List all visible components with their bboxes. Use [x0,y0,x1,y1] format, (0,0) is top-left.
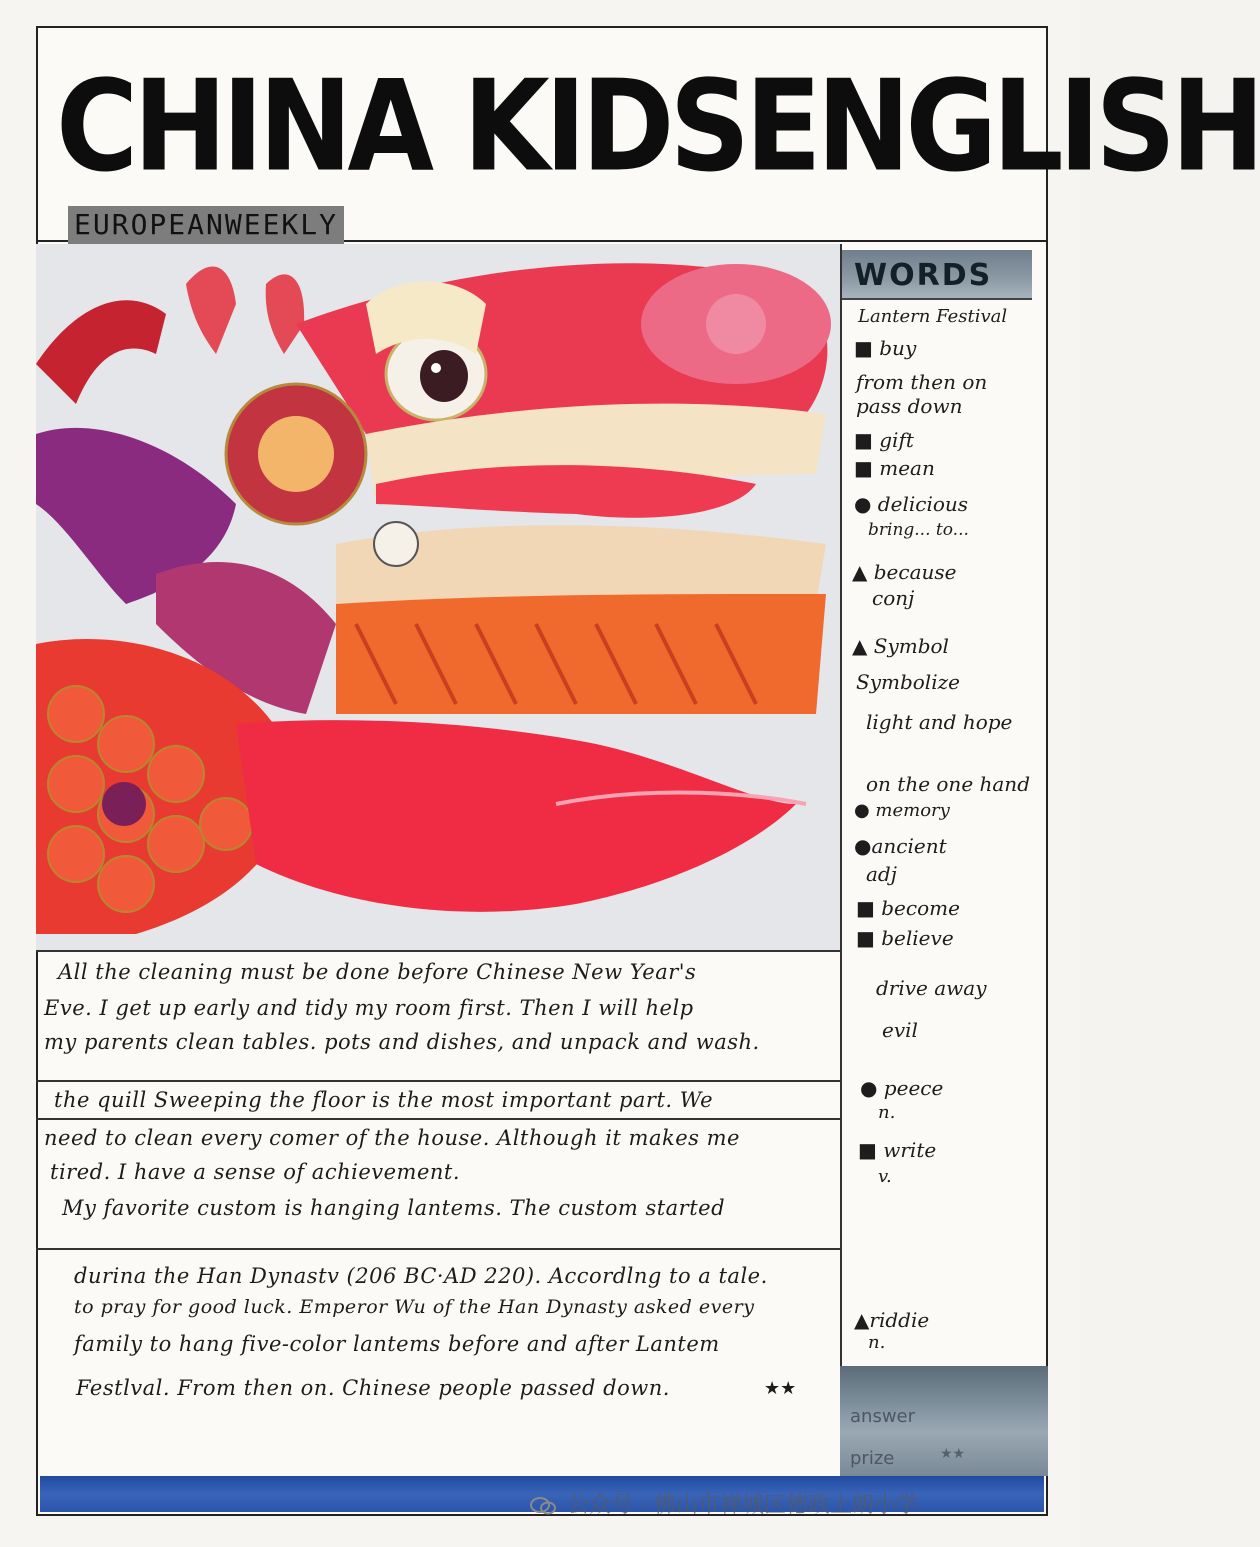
article-stars: ★★ [764,1378,797,1399]
word-item: ▲riddie [854,1308,930,1332]
word-item: ■ buy [854,336,917,360]
word-item: Symbolize [856,670,960,694]
masthead [36,26,1260,242]
article-line: the quill Sweeping the floor is the most important part. We [54,1088,714,1112]
article-line: Eve. I get up early and tidy my room first. Then I will help [44,996,694,1020]
dragon-drawing [36,244,840,950]
word-item: n. [868,1332,886,1353]
word-item: evil [882,1018,918,1042]
watermark-text: 公众号 · 佛山市禅城区德政上朗小学 [567,1493,918,1518]
word-item: ● peece [860,1076,944,1100]
article-line: my parents clean tables. pots and dishes, and unpack and wash. [44,1030,760,1054]
words-heading: WORDS [842,250,1032,298]
article-block-4 [36,1250,840,1476]
article-block-1 [36,950,840,1082]
word-item: on the one hand [866,772,1030,796]
masthead-title: CHINA KIDSENGLISH [56,53,1260,200]
word-item: v. [878,1166,892,1187]
word-item: ▲ because [852,560,957,584]
word-item: ●ancient [854,834,947,858]
word-item: bring... to... [868,520,969,540]
article-block-2 [36,1084,840,1120]
article-line: All the cleaning must be done before Chinese New Year's [58,960,697,984]
word-item: ● memory [854,800,950,821]
word-item: drive away [876,976,987,1000]
word-item: ■ write [858,1138,937,1162]
article-line: Festlval. From then on. Chinese people passed down. [76,1376,670,1400]
article-line: durina the Han Dynastv (206 BC·AD 220). Accordlng to a tale. [74,1264,768,1288]
watermark [530,1488,918,1519]
word-item: ■ believe [856,926,954,950]
word-item: n. [878,1102,896,1123]
article-line: My favorite custom is hanging lantems. The custom started [62,1196,726,1220]
prize-label: prize [850,1448,895,1469]
dragon-illustration [36,244,840,950]
word-item: conj [872,586,915,610]
prize-stars: ★★ [940,1446,966,1462]
word-item: ▲ Symbol [852,634,949,658]
word-item: from then on [856,370,988,394]
masthead-subtitle: EUROPEANWEEKLY [68,206,344,244]
word-item: light and hope [866,710,1013,734]
article-line: family to hang five-color lantems before and after Lantem [74,1332,720,1356]
words-divider [842,298,1032,300]
wechat-icon [530,1496,556,1516]
word-item: ● delicious [854,492,969,516]
article-block-3 [36,1120,840,1250]
words-sidebar [840,244,1048,1476]
word-item: pass down [856,394,963,418]
article-line: to pray for good luck. Emperor Wu of the Han Dynasty asked every [74,1296,755,1318]
word-item: ■ mean [854,456,935,480]
word-item: ■ become [856,896,960,920]
answer-label: answer [850,1406,916,1427]
word-item: adj [866,862,897,886]
article-line: tired. I have a sense of achievement. [50,1160,461,1184]
word-item: Lantern Festival [858,306,1008,327]
answer-prize-panel [840,1366,1048,1476]
word-item: ■ gift [854,428,914,452]
article-line: need to clean every comer of the house. Although it makes me [44,1126,740,1150]
